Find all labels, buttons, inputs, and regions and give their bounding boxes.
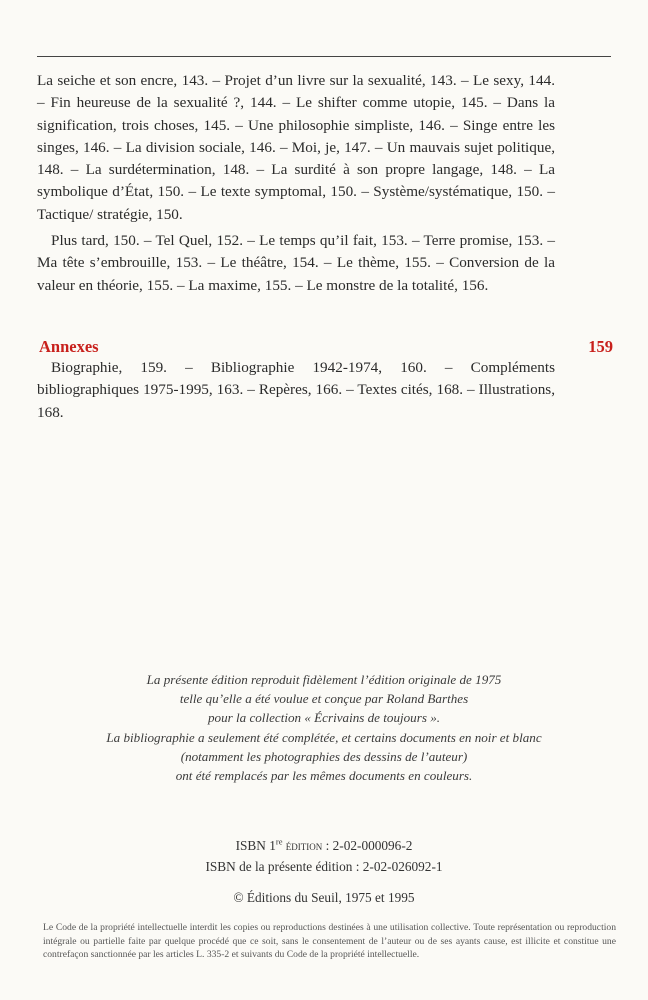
annexes-entries: Biographie, 159. – Bibliographie 1942-1974, 160. – Compléments bibliographiques 1975-1995, 163. – Repères, 166. – Textes cités, 168. – Illustrations, 168. xyxy=(37,359,555,421)
isbn-block xyxy=(0,836,648,876)
toc-paragraph: La seiche et son encre, 143. – Projet d’un livre sur la sexualité, 143. – Le sexy, 144. – Fin heureuse de la sexualité ?, 144. – Le shifter comme utopie, 145. – Dans la signification, trois choses, 145. – Une philosophie simpliste, 146. – Singe entre les singes, 146. – La division sociale, 146. – Moi, je, 147. – Un mauvais sujet politique, 148. – La surdétermination, 148. – La surdité à son propre langage, 148. – La symbolique d’État, 150. – Le texte symptomal, 150. – Système/systématique, 150. – Tactique/ stratégie, 150. xyxy=(37,72,555,223)
edition-note-line: pour la collection « Écrivains de toujours ». xyxy=(207,710,441,726)
top-rule xyxy=(37,56,611,57)
copyright-line: © Éditions du Seuil, 1975 et 1995 xyxy=(233,890,415,905)
edition-note xyxy=(0,670,648,785)
isbn-present-edition: ISBN de la présente édition : 2-02-026092-1 xyxy=(205,858,443,874)
legal-notice: Le Code de la propriété intellectuelle interdit les copies ou reproductions destinées à une utilisation collective. Toute représentation ou reproduction intégrale ou partielle faite par quelque procédé que ce soit, sans le consentement de l’auteur ou de ses ayants cause, est illicite et constitue une contrefaçon sanctionnée par les articles L. 335-2 et suivants du Code de la propriété intellectuelle. xyxy=(43,922,616,961)
edition-note-line: (notamment les photographies des dessins de l’auteur) xyxy=(180,748,468,764)
table-of-contents xyxy=(37,70,555,297)
annexes-page-number: 159 xyxy=(588,337,613,356)
isbn-first-edition: ISBN 1re édition : 2-02-000096-2 xyxy=(235,836,413,853)
edition-note-line: ont été remplacés par les mêmes documents en couleurs. xyxy=(175,768,473,784)
edition-note-line: La bibliographie a seulement été complétée, et certains documents en noir et blanc xyxy=(106,729,542,745)
toc-paragraph: Plus tard, 150. – Tel Quel, 152. – Le temps qu’il fait, 153. – Terre promise, 153. – Ma tête s’embrouille, 153. – Le théâtre, 154. – Le thème, 155. – Conversion de la valeur en théorie, 155. – La maxime, 155. – Le monstre de la totalité, 156. xyxy=(37,232,555,294)
annexes-heading xyxy=(39,337,613,357)
edition-note-line: La présente édition reproduit fidèlement l’édition originale de 1975 xyxy=(146,672,502,687)
edition-note-line: telle qu’elle a été voulue et conçue par Roland Barthes xyxy=(179,691,469,707)
annexes-title: Annexes xyxy=(39,337,99,356)
